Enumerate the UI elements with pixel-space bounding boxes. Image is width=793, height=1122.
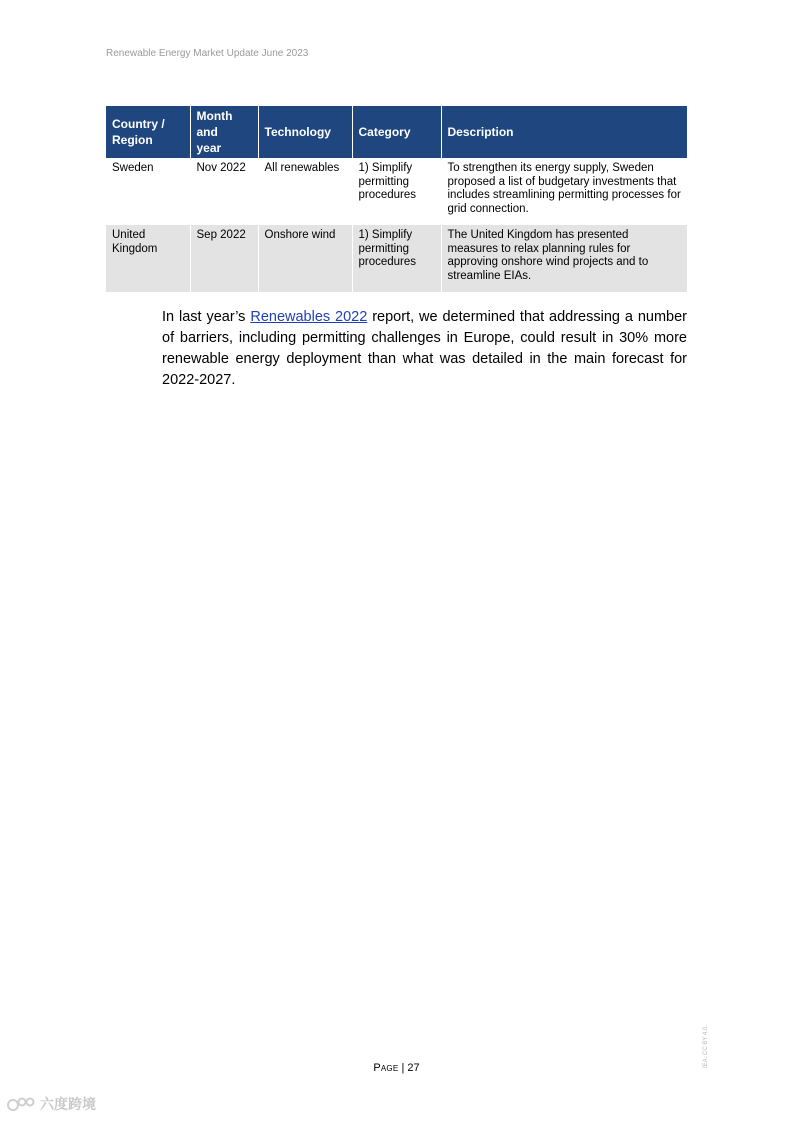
- running-header: Renewable Energy Market Update June 2023: [106, 48, 309, 59]
- header-month-year: [190, 106, 258, 158]
- header-country-region: Country / Region: [106, 106, 190, 158]
- page-separator: |: [398, 1062, 408, 1074]
- header-technology: Technology: [258, 106, 352, 158]
- body-paragraph: [162, 307, 687, 391]
- watermark: [6, 1094, 96, 1114]
- cell-date: Sep 2022: [190, 225, 258, 292]
- paragraph-text-after-link: report, we determined that addressing a number of barriers, including permitting challenges in Europe, could result in 30% more renewable energy deployment than what was detailed in the main forecast for 2022-2027.: [162, 309, 687, 388]
- header-category: Category: [352, 106, 441, 158]
- table-header-row: [106, 106, 687, 158]
- page-number: 27: [407, 1062, 420, 1074]
- license-note: IEA. CC BY 4.0.: [703, 1025, 709, 1068]
- cell-technology: All renewables: [258, 158, 352, 225]
- renewables-2022-link[interactable]: Renewables 2022: [250, 309, 368, 325]
- cell-country: Sweden: [106, 158, 190, 225]
- policy-measures-table: [106, 106, 687, 292]
- cell-technology: Onshore wind: [258, 225, 352, 292]
- page-number-footer: [0, 1062, 793, 1074]
- watermark-logo-icon: [6, 1096, 36, 1112]
- cell-description: To strengthen its energy supply, Sweden proposed a list of budgetary investments that includes streamlining permitting processes for grid connection.: [441, 158, 687, 225]
- watermark-text: 六度跨境: [40, 1096, 96, 1112]
- cell-description: The United Kingdom has presented measures to relax planning rules for approving onshore wind projects and to streamline EIAs.: [441, 225, 687, 292]
- header-month-line: Month: [196, 109, 233, 123]
- page-label: Page: [373, 1062, 399, 1074]
- paragraph-text-before-link: In last year’s: [162, 309, 251, 325]
- table-row: [106, 225, 687, 292]
- header-and-line: and: [196, 125, 218, 139]
- header-description: Description: [441, 106, 687, 158]
- cell-country: United Kingdom: [106, 225, 190, 292]
- header-year-line: year: [196, 141, 222, 155]
- table-row: [106, 158, 687, 225]
- cell-category: 1) Simplify permitting procedures: [352, 158, 441, 225]
- cell-date: Nov 2022: [190, 158, 258, 225]
- cell-category: 1) Simplify permitting procedures: [352, 225, 441, 292]
